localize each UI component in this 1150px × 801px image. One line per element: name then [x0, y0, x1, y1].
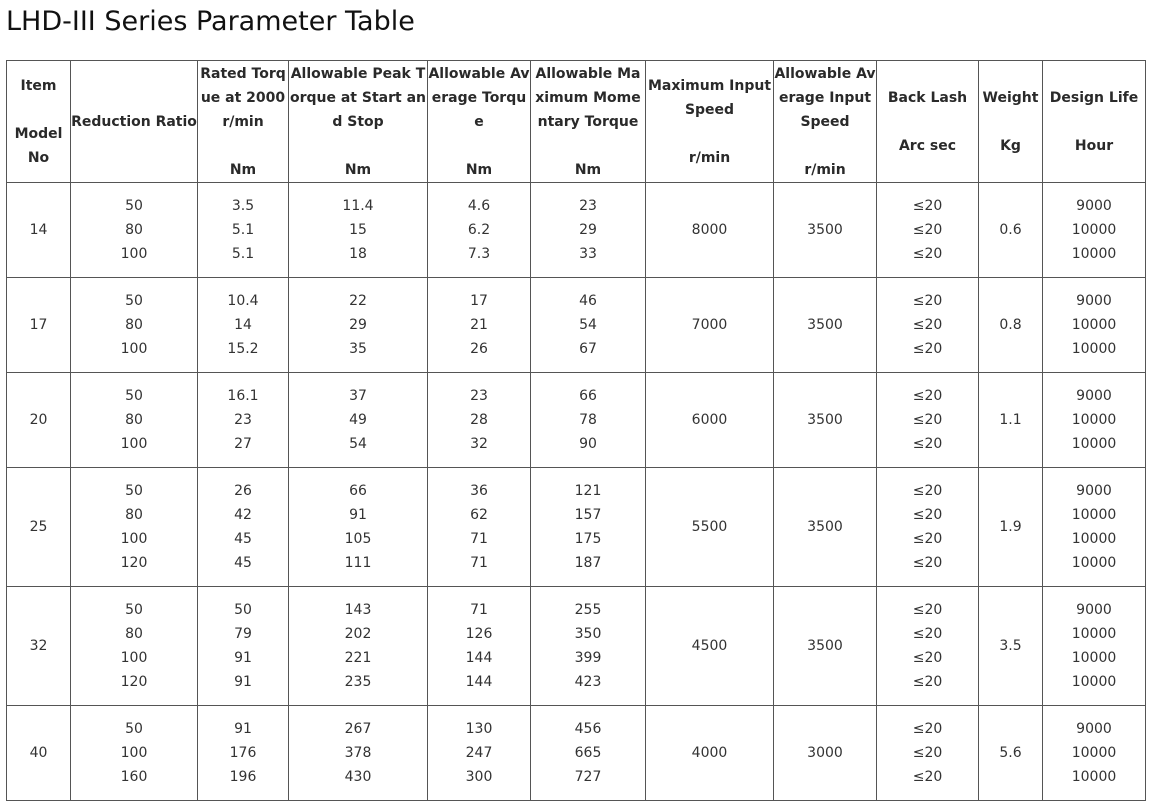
ratio-cell-value: 50 — [125, 293, 143, 309]
rated-torque-cell-value: 16.1 — [227, 388, 259, 404]
backlash-cell — [877, 373, 979, 468]
table-row — [7, 587, 1146, 706]
rated-torque-cell — [198, 373, 289, 468]
peak-torque-cell-value: 66 — [349, 483, 367, 499]
avg-torque-cell-value: 36 — [470, 483, 488, 499]
rated-torque-cell-value: 10.4 — [227, 293, 259, 309]
peak-torque-cell-value: 22 — [349, 293, 367, 309]
header-backlash — [877, 61, 979, 183]
avg-torque-cell-value: 21 — [470, 317, 488, 333]
weight-cell: 1.9 — [979, 468, 1043, 587]
avg-torque-cell-value: 71 — [470, 531, 488, 547]
ratio-cell-value: 50 — [125, 721, 143, 737]
backlash-cell-value: ≤20 — [912, 483, 943, 499]
header-peak-torque-label: Allowable Peak Torque at Start and Stop — [289, 65, 426, 130]
rated-torque-cell — [198, 587, 289, 706]
header-backlash-unit: Arc sec — [898, 137, 957, 154]
max-input-speed-cell: 4500 — [646, 587, 774, 706]
momentary-torque-cell-value: 456 — [574, 721, 602, 737]
header-avg-torque-label: Allowable Average Torque — [428, 65, 530, 130]
backlash-cell-value: ≤20 — [912, 246, 943, 262]
ratio-cell-value: 100 — [120, 650, 148, 666]
ratio-cell-value: 50 — [125, 483, 143, 499]
max-input-speed-cell: 7000 — [646, 278, 774, 373]
header-avg-torque — [428, 61, 531, 183]
rated-torque-cell-value: 26 — [234, 483, 252, 499]
peak-torque-cell — [289, 706, 428, 801]
header-reduction-ratio: Reduction Ratio — [71, 61, 198, 183]
peak-torque-cell-value: 11.4 — [342, 198, 374, 214]
design-life-cell-value: 10000 — [1071, 246, 1117, 262]
ratio-cell-value: 80 — [125, 222, 143, 238]
avg-torque-cell-value: 300 — [465, 769, 493, 785]
ratio-cell — [71, 183, 198, 278]
page-title: LHD-III Series Parameter Table — [6, 6, 415, 37]
table-row — [7, 183, 1146, 278]
design-life-cell-value: 9000 — [1076, 293, 1112, 309]
model-cell: 32 — [7, 587, 71, 706]
design-life-cell — [1043, 468, 1146, 587]
weight-cell: 5.6 — [979, 706, 1043, 801]
header-avg-input-speed-label: Allowable Average Input Speed — [774, 65, 876, 130]
avg-torque-cell-value: 32 — [470, 436, 488, 452]
weight-cell: 3.5 — [979, 587, 1043, 706]
avg-torque-cell-value: 71 — [470, 602, 488, 618]
weight-cell: 0.8 — [979, 278, 1043, 373]
avg-torque-cell-value: 28 — [470, 412, 488, 428]
peak-torque-cell — [289, 587, 428, 706]
backlash-cell-value: ≤20 — [912, 531, 943, 547]
rated-torque-cell-value: 14 — [234, 317, 252, 333]
design-life-cell-value: 10000 — [1071, 412, 1117, 428]
ratio-cell-value: 100 — [120, 531, 148, 547]
rated-torque-cell-value: 5.1 — [231, 222, 255, 238]
avg-torque-cell — [428, 468, 531, 587]
momentary-torque-cell — [531, 587, 646, 706]
rated-torque-cell-value: 91 — [234, 674, 252, 690]
backlash-cell-value: ≤20 — [912, 198, 943, 214]
momentary-torque-cell-value: 33 — [579, 246, 597, 262]
momentary-torque-cell-value: 175 — [574, 531, 602, 547]
momentary-torque-cell-value: 187 — [574, 555, 602, 571]
momentary-torque-cell — [531, 373, 646, 468]
model-cell: 25 — [7, 468, 71, 587]
header-design-life-unit: Hour — [1074, 137, 1114, 154]
backlash-cell-value: ≤20 — [912, 293, 943, 309]
max-input-speed-cell: 5500 — [646, 468, 774, 587]
ratio-cell-value: 80 — [125, 412, 143, 428]
avg-torque-cell-value: 4.6 — [467, 198, 491, 214]
rated-torque-cell-value: 50 — [234, 602, 252, 618]
ratio-cell-value: 50 — [125, 602, 143, 618]
rated-torque-cell — [198, 468, 289, 587]
momentary-torque-cell — [531, 183, 646, 278]
ratio-cell-value: 50 — [125, 198, 143, 214]
ratio-cell-value: 80 — [125, 317, 143, 333]
momentary-torque-cell-value: 29 — [579, 222, 597, 238]
peak-torque-cell-value: 35 — [349, 341, 367, 357]
backlash-cell-value: ≤20 — [912, 507, 943, 523]
header-peak-torque-unit: Nm — [344, 161, 372, 178]
rated-torque-cell — [198, 706, 289, 801]
peak-torque-cell — [289, 468, 428, 587]
header-rated-torque — [198, 61, 289, 183]
momentary-torque-cell-value: 121 — [574, 483, 602, 499]
momentary-torque-cell-value: 90 — [579, 436, 597, 452]
table-row — [7, 468, 1146, 587]
header-max-input-speed-unit: r/min — [688, 149, 731, 166]
design-life-cell-value: 10000 — [1071, 341, 1117, 357]
backlash-cell — [877, 183, 979, 278]
table-row — [7, 706, 1146, 801]
design-life-cell-value: 10000 — [1071, 436, 1117, 452]
header-weight-unit: Kg — [1000, 137, 1021, 154]
avg-torque-cell — [428, 183, 531, 278]
ratio-cell-value: 120 — [120, 555, 148, 571]
peak-torque-cell-value: 202 — [344, 626, 372, 642]
rated-torque-cell-value: 79 — [234, 626, 252, 642]
peak-torque-cell-value: 143 — [344, 602, 372, 618]
peak-torque-cell-value: 49 — [349, 412, 367, 428]
avg-torque-cell — [428, 587, 531, 706]
backlash-cell-value: ≤20 — [912, 341, 943, 357]
design-life-cell-value: 10000 — [1071, 531, 1117, 547]
avg-input-speed-cell: 3000 — [774, 706, 877, 801]
ratio-cell-value: 80 — [125, 626, 143, 642]
ratio-cell-value: 120 — [120, 674, 148, 690]
max-input-speed-cell: 8000 — [646, 183, 774, 278]
ratio-cell — [71, 706, 198, 801]
parameter-table — [6, 60, 1146, 801]
header-max-input-speed — [646, 61, 774, 183]
peak-torque-cell-value: 378 — [344, 745, 372, 761]
rated-torque-cell-value: 42 — [234, 507, 252, 523]
peak-torque-cell-value: 221 — [344, 650, 372, 666]
momentary-torque-cell-value: 350 — [574, 626, 602, 642]
backlash-cell-value: ≤20 — [912, 555, 943, 571]
backlash-cell-value: ≤20 — [912, 769, 943, 785]
weight-cell: 0.6 — [979, 183, 1043, 278]
ratio-cell-value: 100 — [120, 341, 148, 357]
momentary-torque-cell-value: 46 — [579, 293, 597, 309]
avg-torque-cell — [428, 706, 531, 801]
header-peak-torque — [289, 61, 428, 183]
backlash-cell-value: ≤20 — [912, 674, 943, 690]
momentary-torque-cell — [531, 278, 646, 373]
backlash-cell — [877, 468, 979, 587]
design-life-cell-value: 9000 — [1076, 483, 1112, 499]
momentary-torque-cell-value: 255 — [574, 602, 602, 618]
rated-torque-cell-value: 45 — [234, 531, 252, 547]
ratio-cell-value: 100 — [120, 436, 148, 452]
peak-torque-cell-value: 18 — [349, 246, 367, 262]
backlash-cell-value: ≤20 — [912, 626, 943, 642]
design-life-cell-value: 10000 — [1071, 507, 1117, 523]
peak-torque-cell-value: 235 — [344, 674, 372, 690]
peak-torque-cell-value: 15 — [349, 222, 367, 238]
header-row — [7, 61, 1146, 183]
avg-input-speed-cell: 3500 — [774, 183, 877, 278]
momentary-torque-cell-value: 23 — [579, 198, 597, 214]
momentary-torque-cell-value: 67 — [579, 341, 597, 357]
design-life-cell-value: 9000 — [1076, 721, 1112, 737]
header-avg-input-speed — [774, 61, 877, 183]
design-life-cell-value: 9000 — [1076, 602, 1112, 618]
backlash-cell-value: ≤20 — [912, 745, 943, 761]
design-life-cell-value: 10000 — [1071, 626, 1117, 642]
avg-torque-cell-value: 130 — [465, 721, 493, 737]
model-cell: 17 — [7, 278, 71, 373]
header-momentary-torque-label: Allowable Maximum Momentary Torque — [535, 65, 641, 130]
peak-torque-cell-value: 267 — [344, 721, 372, 737]
backlash-cell — [877, 706, 979, 801]
momentary-torque-cell-value: 727 — [574, 769, 602, 785]
avg-torque-cell-value: 26 — [470, 341, 488, 357]
backlash-cell — [877, 587, 979, 706]
header-weight — [979, 61, 1043, 183]
table-row — [7, 373, 1146, 468]
momentary-torque-cell-value: 665 — [574, 745, 602, 761]
header-backlash-label: Back Lash — [887, 89, 968, 106]
momentary-torque-cell-value: 399 — [574, 650, 602, 666]
ratio-cell-value: 100 — [120, 745, 148, 761]
design-life-cell — [1043, 706, 1146, 801]
rated-torque-cell-value: 15.2 — [227, 341, 259, 357]
peak-torque-cell-value: 91 — [349, 507, 367, 523]
backlash-cell-value: ≤20 — [912, 721, 943, 737]
table-body — [7, 183, 1146, 801]
backlash-cell-value: ≤20 — [912, 650, 943, 666]
avg-torque-cell — [428, 373, 531, 468]
rated-torque-cell-value: 91 — [234, 721, 252, 737]
rated-torque-cell-value: 3.5 — [231, 198, 255, 214]
momentary-torque-cell — [531, 706, 646, 801]
ratio-cell-value: 80 — [125, 507, 143, 523]
ratio-cell-value: 50 — [125, 388, 143, 404]
peak-torque-cell-value: 54 — [349, 436, 367, 452]
design-life-cell-value: 10000 — [1071, 745, 1117, 761]
design-life-cell-value: 10000 — [1071, 317, 1117, 333]
design-life-cell — [1043, 373, 1146, 468]
peak-torque-cell — [289, 183, 428, 278]
avg-torque-cell-value: 144 — [465, 650, 493, 666]
rated-torque-cell-value: 176 — [229, 745, 257, 761]
peak-torque-cell-value: 105 — [344, 531, 372, 547]
ratio-cell — [71, 278, 198, 373]
peak-torque-cell-value: 430 — [344, 769, 372, 785]
peak-torque-cell-value: 111 — [344, 555, 372, 571]
rated-torque-cell — [198, 278, 289, 373]
header-design-life — [1043, 61, 1146, 183]
max-input-speed-cell: 4000 — [646, 706, 774, 801]
backlash-cell-value: ≤20 — [912, 222, 943, 238]
design-life-cell — [1043, 278, 1146, 373]
header-model — [7, 61, 71, 183]
peak-torque-cell — [289, 373, 428, 468]
design-life-cell-value: 9000 — [1076, 198, 1112, 214]
model-cell: 14 — [7, 183, 71, 278]
peak-torque-cell-value: 37 — [349, 388, 367, 404]
design-life-cell — [1043, 587, 1146, 706]
header-avg-input-speed-unit: r/min — [804, 161, 846, 178]
design-life-cell — [1043, 183, 1146, 278]
avg-input-speed-cell: 3500 — [774, 468, 877, 587]
avg-torque-cell-value: 247 — [465, 745, 493, 761]
header-model-item: Item — [20, 77, 57, 94]
avg-torque-cell-value: 23 — [470, 388, 488, 404]
header-rated-torque-unit: Nm — [229, 161, 257, 178]
header-model-no: No — [27, 149, 50, 166]
avg-input-speed-cell: 3500 — [774, 373, 877, 468]
momentary-torque-cell-value: 423 — [574, 674, 602, 690]
peak-torque-cell-value: 29 — [349, 317, 367, 333]
table-row — [7, 278, 1146, 373]
avg-input-speed-cell: 3500 — [774, 278, 877, 373]
header-momentary-torque-unit: Nm — [574, 161, 602, 178]
avg-torque-cell-value: 6.2 — [467, 222, 491, 238]
backlash-cell-value: ≤20 — [912, 317, 943, 333]
header-rated-torque-label: Rated Torque at 2000 r/min — [200, 65, 286, 130]
ratio-cell — [71, 587, 198, 706]
momentary-torque-cell-value: 66 — [579, 388, 597, 404]
ratio-cell — [71, 468, 198, 587]
rated-torque-cell — [198, 183, 289, 278]
model-cell: 40 — [7, 706, 71, 801]
momentary-torque-cell-value: 157 — [574, 507, 602, 523]
peak-torque-cell — [289, 278, 428, 373]
avg-input-speed-cell: 3500 — [774, 587, 877, 706]
backlash-cell-value: ≤20 — [912, 436, 943, 452]
avg-torque-cell-value: 62 — [470, 507, 488, 523]
design-life-cell-value: 10000 — [1071, 222, 1117, 238]
avg-torque-cell-value: 144 — [465, 674, 493, 690]
avg-torque-cell-value: 126 — [465, 626, 493, 642]
momentary-torque-cell-value: 78 — [579, 412, 597, 428]
backlash-cell-value: ≤20 — [912, 388, 943, 404]
header-model-model: Model — [14, 125, 63, 142]
header-max-input-speed-label: Maximum Input Speed — [647, 77, 772, 118]
rated-torque-cell-value: 91 — [234, 650, 252, 666]
momentary-torque-cell — [531, 468, 646, 587]
avg-torque-cell-value: 7.3 — [467, 246, 491, 262]
rated-torque-cell-value: 196 — [229, 769, 257, 785]
rated-torque-cell-value: 45 — [234, 555, 252, 571]
rated-torque-cell-value: 27 — [234, 436, 252, 452]
design-life-cell-value: 10000 — [1071, 674, 1117, 690]
design-life-cell-value: 10000 — [1071, 555, 1117, 571]
ratio-cell — [71, 373, 198, 468]
rated-torque-cell-value: 5.1 — [231, 246, 255, 262]
backlash-cell-value: ≤20 — [912, 602, 943, 618]
rated-torque-cell-value: 23 — [234, 412, 252, 428]
design-life-cell-value: 10000 — [1071, 769, 1117, 785]
ratio-cell-value: 160 — [120, 769, 148, 785]
header-design-life-label: Design Life — [1049, 89, 1139, 106]
design-life-cell-value: 9000 — [1076, 388, 1112, 404]
design-life-cell-value: 10000 — [1071, 650, 1117, 666]
avg-torque-cell-value: 17 — [470, 293, 488, 309]
weight-cell: 1.1 — [979, 373, 1043, 468]
header-weight-label: Weight — [982, 89, 1039, 106]
header-momentary-torque — [531, 61, 646, 183]
avg-torque-cell — [428, 278, 531, 373]
header-avg-torque-unit: Nm — [465, 161, 493, 178]
momentary-torque-cell-value: 54 — [579, 317, 597, 333]
backlash-cell — [877, 278, 979, 373]
model-cell: 20 — [7, 373, 71, 468]
avg-torque-cell-value: 71 — [470, 555, 488, 571]
max-input-speed-cell: 6000 — [646, 373, 774, 468]
backlash-cell-value: ≤20 — [912, 412, 943, 428]
ratio-cell-value: 100 — [120, 246, 148, 262]
